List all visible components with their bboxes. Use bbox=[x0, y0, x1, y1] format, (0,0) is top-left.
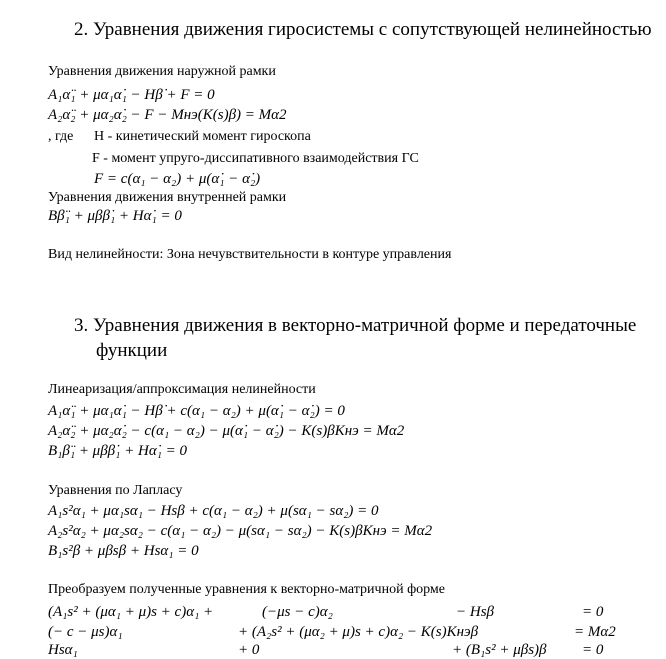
matrix-row-3-col-3: + (B₁s² + μβs)β bbox=[452, 642, 547, 658]
equation-inner-frame: Bβ̈₁ + μββ̇₁ + Hα̇₁ = 0 bbox=[48, 208, 182, 224]
f-formula: F = c(α₁ − α₂) + μ(α̇₁ − α̇₂) bbox=[94, 171, 261, 187]
matrix-row-3-col-4: = 0 bbox=[582, 642, 604, 658]
laplace-equation-2: A₂s²α₂ + μα₂sα₂ − c(α₁ − α₂) − μ(sα₁ − sα₂) − K(s)βKнэ = Mα2 bbox=[48, 523, 433, 539]
outer-frame-label: Уравнения движения наружной рамки bbox=[48, 64, 276, 79]
linearization-label: Линеаризация/аппроксимация нелинейности bbox=[48, 382, 316, 397]
laplace-label: Уравнения по Лапласу bbox=[48, 483, 183, 498]
matrix-row-2-col-1: (− c − μs)α₁ bbox=[48, 624, 123, 640]
section-3-heading-line-1: 3. Уравнения движения в векторно-матричной форме и передаточные bbox=[74, 315, 637, 336]
linearized-equation-1: A₁α̈₁ + μα₁α̇₁ − Hβ̇ + c(α₁ − α₂) + μ(α̇₁ − α̇₂) = 0 bbox=[48, 403, 345, 419]
definition-h: H - кинетический момент гироскопа bbox=[94, 129, 311, 144]
inner-frame-label: Уравнения движения внутренней рамки bbox=[48, 190, 287, 205]
matrix-row-2-col-4: = Mα2 bbox=[574, 624, 616, 640]
section-2-heading: 2. Уравнения движения гиросистемы с сопутствующей нелинейностью bbox=[74, 19, 652, 40]
nonlinearity-type: Вид нелинейности: Зона нечувствительности в контуре управления bbox=[48, 247, 452, 262]
matrix-row-1-col-4: = 0 bbox=[582, 604, 604, 620]
matrix-row-1-col-2: (−μs − c)α₂ bbox=[262, 604, 333, 620]
laplace-equation-3: B₁s²β + μβsβ + Hsα₁ = 0 bbox=[48, 543, 199, 559]
section-3-heading-line-2: функции bbox=[96, 340, 168, 361]
matrix-form-label: Преобразуем полученные уравнения к векторно-матричной форме bbox=[48, 582, 445, 597]
matrix-row-3-col-1: Hsα₁ bbox=[48, 642, 78, 658]
matrix-row-2-col-2: + (A₂s² + (μα₂ + μ)s + c)α₂ − K(s)Kнэβ bbox=[238, 624, 479, 640]
matrix-row-1-col-3: − Hsβ bbox=[456, 604, 495, 620]
equation-outer-frame-2: A₂α̈₂ + μα₂α̇₂ − F − Mнэ(K(s)β) = Mα2 bbox=[48, 107, 287, 123]
equation-outer-frame-1: A₁α̈₁ + μα₁α̇₁ − Hβ̇ + F = 0 bbox=[48, 87, 215, 103]
where-prefix: , где bbox=[48, 129, 74, 144]
laplace-equation-1: A₁s²α₁ + μα₁sα₁ − Hsβ + c(α₁ − α₂) + μ(sα₁ − sα₂) = 0 bbox=[48, 503, 379, 519]
definition-f: F - момент упруго-диссипативного взаимодействия ГС bbox=[92, 151, 419, 166]
matrix-row-3-col-2: + 0 bbox=[238, 642, 260, 658]
matrix-row-1-col-1: (A₁s² + (μα₁ + μ)s + c)α₁ + bbox=[48, 604, 214, 620]
linearized-equation-3: B₁β̈₁ + μββ̇₁ + Hα̇₁ = 0 bbox=[48, 443, 188, 459]
linearized-equation-2: A₂α̈₂ + μα₂α̇₂ − c(α₁ − α₂) − μ(α̇₁ − α̇₂) − K(s)βKнэ = Mα2 bbox=[48, 423, 405, 439]
